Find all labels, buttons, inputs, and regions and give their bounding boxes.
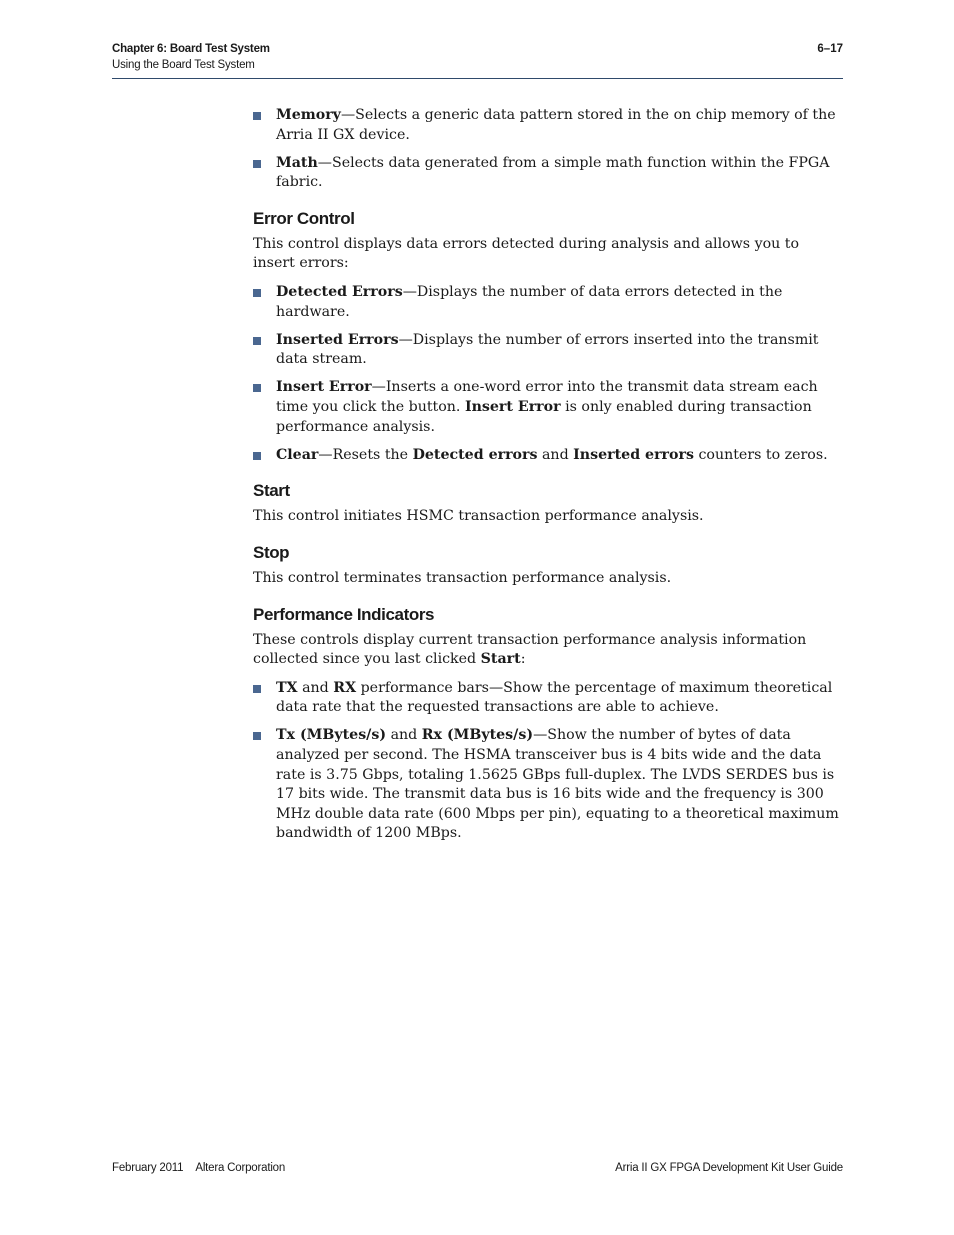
list-item: Memory—Selects a generic data pattern stored in the on chip memory of the Arria II GX device.	[253, 106, 843, 145]
bullet-square-icon	[253, 112, 261, 120]
list-item: Math—Selects data generated from a simple math function within the FPGA fabric.	[253, 154, 843, 193]
heading-start: Start	[253, 481, 290, 501]
stop-description: This control terminates transaction performance analysis.	[253, 569, 672, 586]
footer-date: February 2011	[112, 1162, 184, 1174]
list-item: Clear—Resets the Detected errors and Inserted errors counters to zeros.	[253, 446, 843, 466]
chapter-title: Chapter 6: Board Test System	[112, 43, 270, 55]
list-item: Insert Error—Inserts a one-word error into the transmit data stream each time you click the button. Insert Error is only enabled during transaction performance analysis.	[253, 378, 843, 437]
error-control-intro: This control displays data errors detected during analysis and allows you to insert errors:	[253, 235, 800, 272]
heading-stop: Stop	[253, 542, 290, 562]
footer-company: Altera Corporation	[195, 1162, 286, 1174]
heading-error-control: Error Control	[253, 208, 355, 228]
start-description: This control initiates HSMC transaction performance analysis.	[253, 508, 704, 525]
bullet-square-icon	[253, 289, 261, 297]
list-item: Detected Errors—Displays the number of data errors detected in the hardware.	[253, 283, 843, 322]
list-item: TX and RX performance bars—Show the percentage of maximum theoretical data rate that the requested transactions are able to achieve.	[253, 679, 843, 718]
bullet-square-icon	[253, 452, 261, 460]
data-pattern-list	[253, 106, 843, 193]
heading-performance-indicators: Performance Indicators	[253, 604, 435, 624]
list-item: Tx (MBytes/s) and Rx (MBytes/s)—Show the number of bytes of data analyzed per second. The HSMA transceiver bus is 4 bits wide and the data rate is 3.75 Gbps, totaling 1.5625 GBps full-duplex. The LVDS SERDES bus is 17 bits wide. The transmit data bus is 16 bits wide and the frequency is 300 MHz double data rate (600 Mbps per pin), equating to a theoretical maximum bandwidth of 1200 MBps.	[253, 726, 843, 844]
main-content	[253, 106, 843, 852]
section-title: Using the Board Test System	[112, 59, 255, 71]
footer-document-title: Arria II GX FPGA Development Kit User Guide	[615, 1162, 843, 1174]
bullet-square-icon	[253, 685, 261, 693]
list-item: Inserted Errors—Displays the number of errors inserted into the transmit data stream.	[253, 331, 843, 370]
bullet-square-icon	[253, 384, 261, 392]
error-control-list	[253, 283, 843, 465]
page-number: 6–17	[817, 43, 843, 55]
performance-intro: These controls display current transaction performance analysis information collected since you last clicked Start:	[253, 631, 807, 668]
bullet-square-icon	[253, 732, 261, 740]
bullet-square-icon	[253, 337, 261, 345]
performance-list	[253, 679, 843, 844]
page-header	[112, 43, 843, 79]
bullet-square-icon	[253, 160, 261, 168]
